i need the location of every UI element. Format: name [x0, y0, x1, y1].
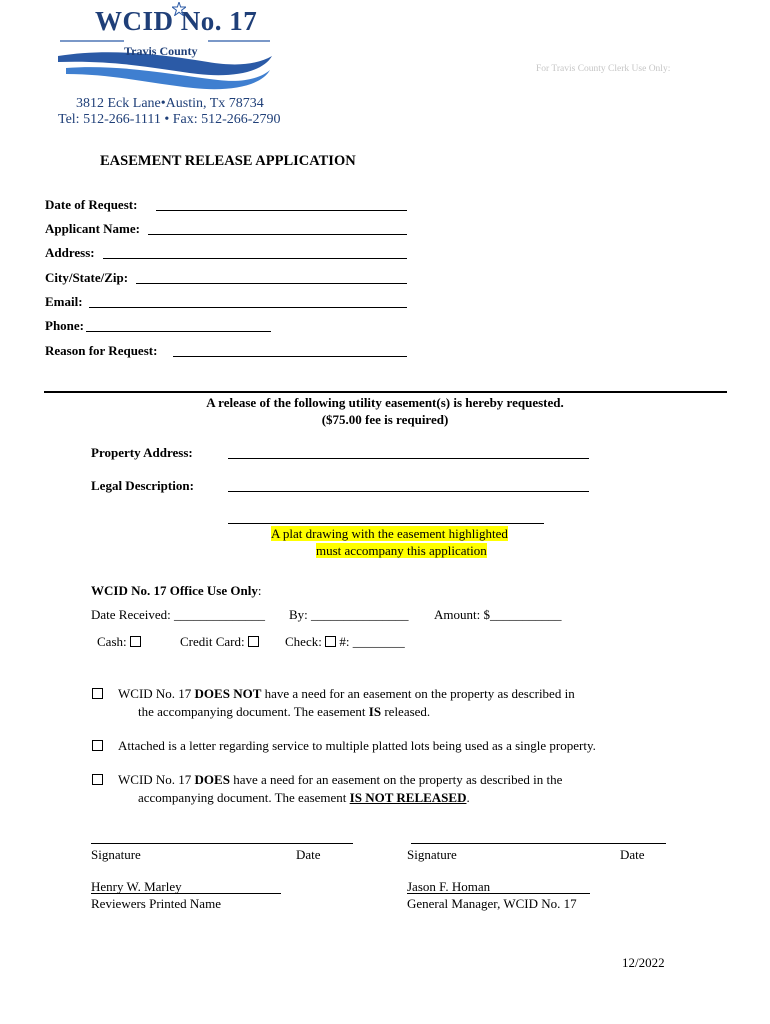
option-multiple-lots-text: Attached is a letter regarding service to multiple platted lots being used as a single property.	[118, 738, 596, 753]
plat-note-line2: must accompany this application	[316, 543, 487, 558]
cash-checkbox[interactable]	[130, 636, 141, 647]
left-printed-name-line	[91, 893, 281, 894]
revision-date: 12/2022	[622, 955, 665, 970]
plat-divider-line	[228, 523, 544, 524]
property-address-label: Property Address:	[91, 445, 193, 460]
reason-label: Reason for Request:	[45, 343, 158, 358]
star-icon	[172, 2, 186, 16]
logo-county: Travis County	[124, 44, 198, 58]
credit-card-checkbox[interactable]	[248, 636, 259, 647]
property-address-field[interactable]	[228, 458, 589, 459]
phone-field[interactable]	[86, 331, 271, 332]
option-does-line1: WCID No. 17 DOES have a need for an easement on the property as described in the	[118, 772, 563, 787]
right-printed-name: Jason F. Homan	[407, 879, 491, 894]
address-label: Address:	[45, 245, 95, 260]
date-of-request-field[interactable]	[156, 210, 407, 211]
applicant-name-field[interactable]	[148, 234, 407, 235]
address-field[interactable]	[103, 258, 407, 259]
logo-name: WCID No. 17	[95, 6, 258, 36]
option-does-line2: accompanying document. The easement IS NOT RELEASED.	[138, 790, 470, 805]
city-state-zip-field[interactable]	[136, 283, 407, 284]
right-signature-label: Signature	[407, 847, 457, 862]
received-by-field[interactable]: By: _______________	[289, 607, 409, 622]
left-printed-name: Henry W. Marley	[91, 879, 182, 894]
left-date-label: Date	[296, 847, 321, 862]
page-title: EASEMENT RELEASE APPLICATION	[100, 153, 356, 169]
release-notice-fee: ($75.00 fee is required)	[321, 412, 449, 427]
check-option[interactable]: Check: #: ________	[285, 634, 405, 649]
option-does-not-checkbox[interactable]	[92, 688, 103, 699]
left-signature-line[interactable]	[91, 843, 353, 844]
option-does-not-line1: WCID No. 17 DOES NOT have a need for an easement on the property as described in	[118, 686, 575, 701]
option-does-checkbox[interactable]	[92, 774, 103, 785]
city-state-zip-label: City/State/Zip:	[45, 270, 129, 285]
plat-note-line1: A plat drawing with the easement highlighted	[271, 526, 508, 541]
cash-option[interactable]: Cash:	[97, 634, 141, 650]
email-field[interactable]	[89, 307, 407, 308]
reason-field[interactable]	[173, 356, 407, 357]
legal-description-label: Legal Description:	[91, 478, 194, 493]
phone-label: Phone:	[45, 318, 84, 333]
right-signature-line[interactable]	[411, 843, 666, 844]
legal-description-field[interactable]	[228, 491, 589, 492]
clerk-use-note: For Travis County Clerk Use Only:	[536, 64, 671, 74]
check-checkbox[interactable]	[325, 636, 336, 647]
office-use-heading: WCID No. 17 Office Use Only:	[91, 583, 262, 598]
right-printed-name-line	[407, 893, 590, 894]
credit-card-option[interactable]: Credit Card:	[180, 634, 259, 650]
email-label: Email:	[45, 294, 83, 309]
amount-field[interactable]: Amount: $___________	[434, 607, 562, 622]
right-date-label: Date	[620, 847, 645, 862]
release-notice-line1: A release of the following utility easement(s) is hereby requested.	[206, 395, 564, 410]
date-of-request-label: Date of Request:	[45, 197, 138, 212]
left-printed-title: Reviewers Printed Name	[91, 896, 221, 911]
right-printed-title: General Manager, WCID No. 17	[407, 896, 577, 911]
date-received-field[interactable]: Date Received: ______________	[91, 607, 266, 622]
left-signature-label: Signature	[91, 847, 141, 862]
logo-contact: Tel: 512-266-1111 • Fax: 512-266-2790	[58, 112, 281, 127]
section-divider	[44, 391, 727, 393]
option-does-not-line2: the accompanying document. The easement IS released.	[138, 704, 431, 719]
logo-address: 3812 Eck Lane•Austin, Tx 78734	[76, 96, 264, 111]
option-multiple-lots-checkbox[interactable]	[92, 740, 103, 751]
applicant-name-label: Applicant Name:	[45, 221, 140, 236]
